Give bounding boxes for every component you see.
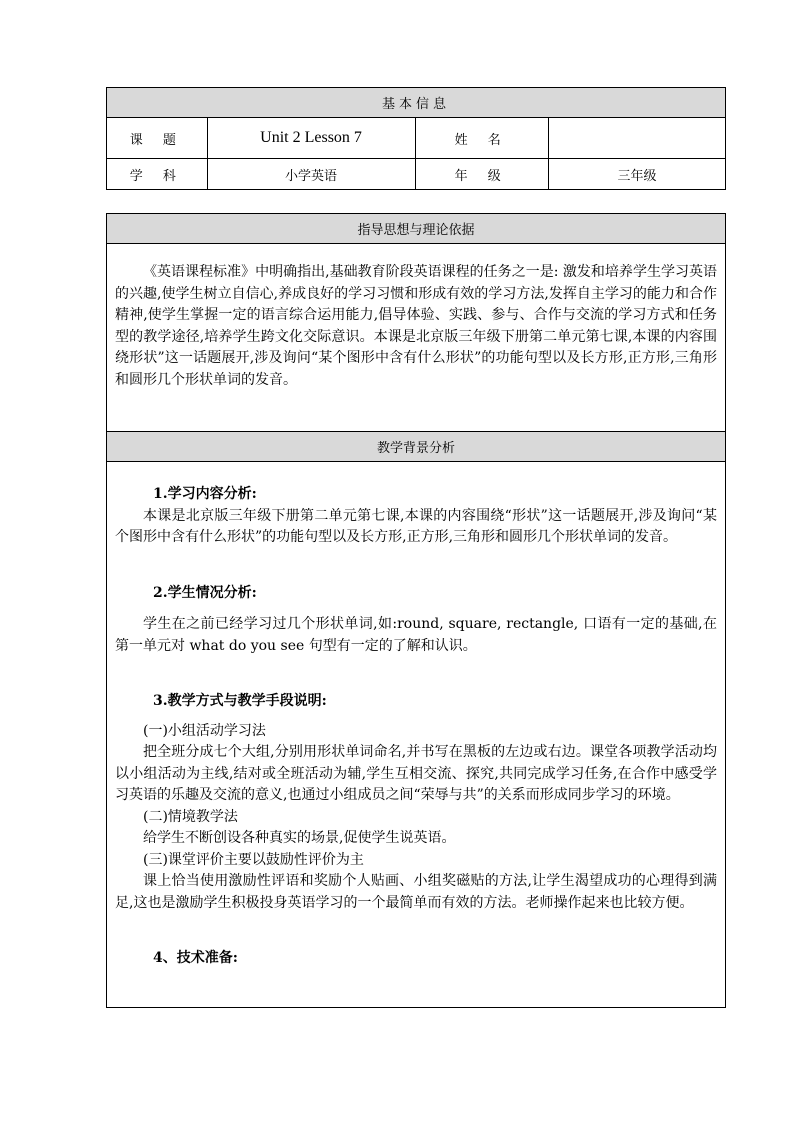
section-2-text: 学生在之前已经学习过几个形状单词,如:round, square, rectangle, 口语有一定的基础,在第一单元对 what do you see 句型有一定的了解和认识。 <box>115 616 717 654</box>
guidance-text: 《英语课程标准》中明确指出,基础教育阶段英语课程的任务之一是: 激发和培养学生学习英语的兴趣,使学生树立自信心,养成良好的学习习惯和形成有效的学习方法,发挥自主学习的能力和合作精神,使学生掌握一定的语言综合运用能力,倡导体验、实践、参与、合作与交流的学习方式和任务型的教学途径,培养学生跨文化交际意识。本课是北京版三年级下册第二单元第七课,本课的内容围绕形状”这一话题展开,涉及询问“某个图形中含有什么形状”的功能句型以及长方形,正方形,三角形和圆形几个形状单词的发音。 <box>115 264 717 388</box>
guidance-header-row <box>107 214 726 244</box>
section-2-title: 2.学生情况分析: <box>153 584 257 601</box>
background-body-row <box>107 462 726 1008</box>
grade-label: 年 级 <box>415 159 548 190</box>
guidance-body-row <box>107 244 726 432</box>
grade-value: 三年级 <box>548 159 725 190</box>
topic-row <box>107 118 726 159</box>
basic-info-table <box>106 87 726 190</box>
basic-info-header-row <box>107 88 726 118</box>
name-value[interactable] <box>548 118 725 159</box>
section-3-sub-3: (三)课堂评价主要以鼓励性评价为主 <box>143 851 364 868</box>
subject-row <box>107 159 726 190</box>
background-cell <box>107 462 726 1008</box>
subject-label: 学 科 <box>107 159 208 190</box>
section-3-sub-1: (一)小组活动学习法 <box>143 722 266 739</box>
section-3-text-2: 给学生不断创设各种真实的场景,促使学生说英语。 <box>143 830 456 846</box>
section-3-text-1: 把全班分成七个大组,分别用形状单词命名,并书写在黑板的左边或右边。课堂各项教学活动均以小组活动为主线,结对或全班活动为辅,学生互相交流、探究,共同完成学习任务,在合作中感受学习英语的乐趣及交流的意义,也通过小组成员之间“荣辱与共”的关系而形成同步学习的环境。 <box>115 744 717 803</box>
guidance-header: 指导思想与理论依据 <box>107 214 726 244</box>
section-1-title: 1.学习内容分析: <box>153 486 257 502</box>
topic-value: Unit 2 Lesson 7 <box>207 118 415 159</box>
name-label: 姓 名 <box>415 118 548 159</box>
section-3-title: 3.教学方式与教学手段说明: <box>153 693 327 709</box>
subject-value: 小学英语 <box>207 159 415 190</box>
basic-info-header: 基本信息 <box>107 88 726 118</box>
section-1-text: 本课是北京版三年级下册第二单元第七课,本课的内容围绕“形状”这一话题展开,涉及询问“某个图形中含有什么形状”的功能句型以及长方形,正方形,三角形和圆形几个形状单词的发音。 <box>115 507 717 545</box>
section-3-sub-2: (二)情境教学法 <box>143 808 238 825</box>
background-header: 教学背景分析 <box>107 432 726 462</box>
background-header-row <box>107 432 726 462</box>
main-content-table <box>106 213 726 1008</box>
guidance-cell <box>107 244 726 432</box>
section-3-text-3: 课上恰当使用激励性评语和奖励个人贴画、小组奖磁贴的方法,让学生渴望成功的心理得到满足,这也是激励学生积极投身英语学习的一个最简单而有效的方法。老师操作起来也比较方便。 <box>115 873 717 911</box>
section-4-title: 4、技术准备: <box>153 950 238 966</box>
topic-label: 课 题 <box>107 118 208 159</box>
